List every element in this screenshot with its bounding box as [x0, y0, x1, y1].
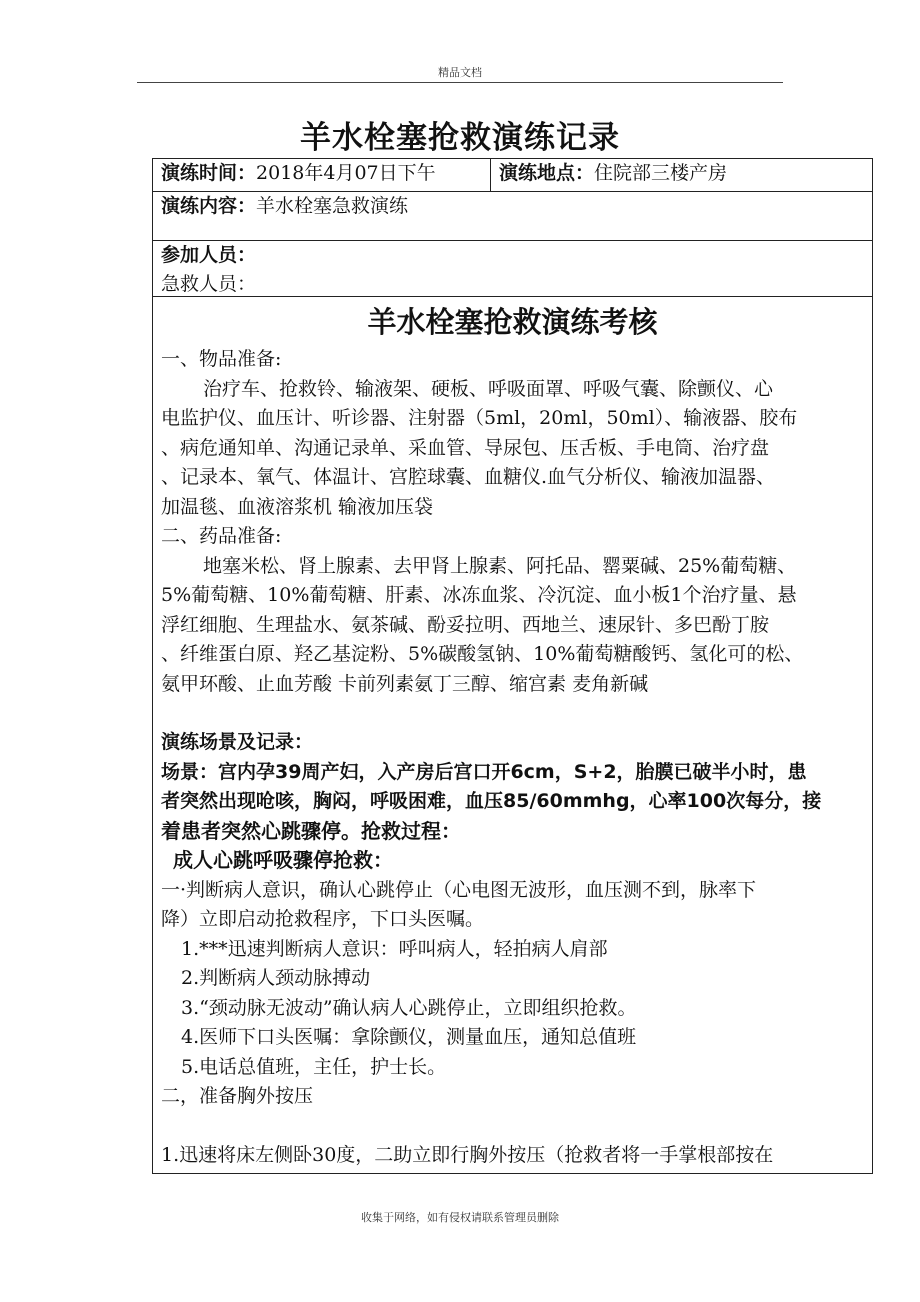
place-value: 住院部三楼产房 [594, 162, 728, 184]
rescuers-label: 急救人员： [161, 273, 257, 295]
row-content [153, 192, 872, 241]
page-header: 精品文档 [438, 66, 482, 79]
cell-participants [153, 241, 872, 296]
header-divider [137, 82, 783, 83]
drugs-heading: 二、药品准备: [161, 525, 282, 547]
assessment-body [153, 297, 872, 1170]
participants-label: 参加人员： [161, 244, 257, 266]
place-label: 演练地点： [499, 162, 595, 184]
content-value: 羊水栓塞急救演练 [256, 195, 409, 217]
drugs-line: 5%葡萄糖、10%葡萄糖、肝素、冰冻血浆、冷沉淀、血小板1个治疗量、悬 [161, 584, 797, 606]
drugs-line: 氨甲环酸、止血芳酸 卡前列素氨丁三醇、缩宫素 麦角新碱 [161, 672, 649, 695]
time-label: 演练时间： [161, 162, 257, 184]
scenario-line: 者突然出现呛咳，胸闷，呼吸困难，血压85/60mmhg，心率100次每分，接 [161, 790, 822, 812]
scenario-line: 着患者突然心跳骤停。抢救过程： [161, 818, 461, 843]
step-item: 5.电话总值班，主任，护士长。 [181, 1055, 447, 1078]
cell-place [491, 159, 874, 191]
step-item: 2.判断病人颈动脉搏动 [181, 967, 371, 989]
document-title: 羊水栓塞抢救演练记录 [300, 120, 620, 156]
spacer [161, 699, 864, 728]
section-two-heading: 二，准备胸外按压 [161, 1085, 314, 1107]
scenario-heading: 演练场景及记录： [161, 731, 314, 753]
page-footer: 收集于网络，如有侵权请联系管理员删除 [361, 1211, 559, 1224]
step-item: 3.“颈动脉无波动”确认病人心跳停止，立即组织抢救。 [181, 996, 637, 1019]
steps-intro-line: 一·判断病人意识，确认心跳停止（心电图无波形，血压测不到，脉率下 [161, 878, 757, 901]
scenario-line: 场景：宫内孕39周产妇，入产房后宫口开6cm，S+2，胎膜已破半小时，患 [161, 760, 807, 783]
step-item: 4.医师下口头医嘱：拿除颤仪，测量血压，通知总值班 [181, 1026, 637, 1048]
drill-record-table [152, 158, 873, 1174]
steps-intro-line: 降）立即启动抢救程序，下口头医嘱。 [161, 908, 485, 930]
supplies-line: 电监护仪、血压计、听诊器、注射器（5ml，20ml，50ml）、输液器、胶布 [161, 407, 798, 429]
drugs-line: 、纤维蛋白原、羟乙基淀粉、5%碳酸氢钠、10%葡萄糖酸钙、氢化可的松、 [161, 643, 804, 665]
supplies-line: 治疗车、抢救铃、输液架、硬板、呼吸面罩、呼吸气囊、除颤仪、心 [203, 377, 774, 400]
supplies-line: 、记录本、氧气、体温计、宫腔球囊、血糖仪.血气分析仪、输液加温器、 [161, 466, 776, 488]
cell-content [153, 192, 872, 240]
step-item: 1.***迅速判断病人意识：呼叫病人，轻拍病人肩部 [181, 937, 608, 960]
compression-step: 1.迅速将床左侧卧30度，二助立即行胸外按压（抢救者将一手掌根部按在 [161, 1143, 774, 1166]
assessment-title: 羊水栓塞抢救演练考核 [367, 305, 658, 339]
content-label: 演练内容： [161, 195, 257, 217]
row-time-place [153, 159, 872, 192]
drugs-line: 浮红细胞、生理盐水、氨茶碱、酚妥拉明、西地兰、速尿针、多巴酚丁胺 [161, 613, 770, 636]
cell-time [153, 159, 491, 191]
supplies-line: 、病危通知单、沟通记录单、采血管、导尿包、压舌板、手电筒、治疗盘 [161, 436, 770, 459]
supplies-heading: 一、物品准备: [161, 348, 282, 370]
cpr-heading: 成人心跳呼吸骤停抢救： [173, 848, 393, 872]
time-value: 2018年4月07日下午 [256, 162, 436, 184]
drugs-line: 地塞米松、肾上腺素、去甲肾上腺素、阿托品、罂粟碱、25%葡萄糖、 [203, 554, 797, 577]
row-participants [153, 241, 872, 297]
spacer [161, 1112, 864, 1141]
supplies-line: 加温毯、血液溶浆机 输液加压袋 [161, 495, 434, 518]
